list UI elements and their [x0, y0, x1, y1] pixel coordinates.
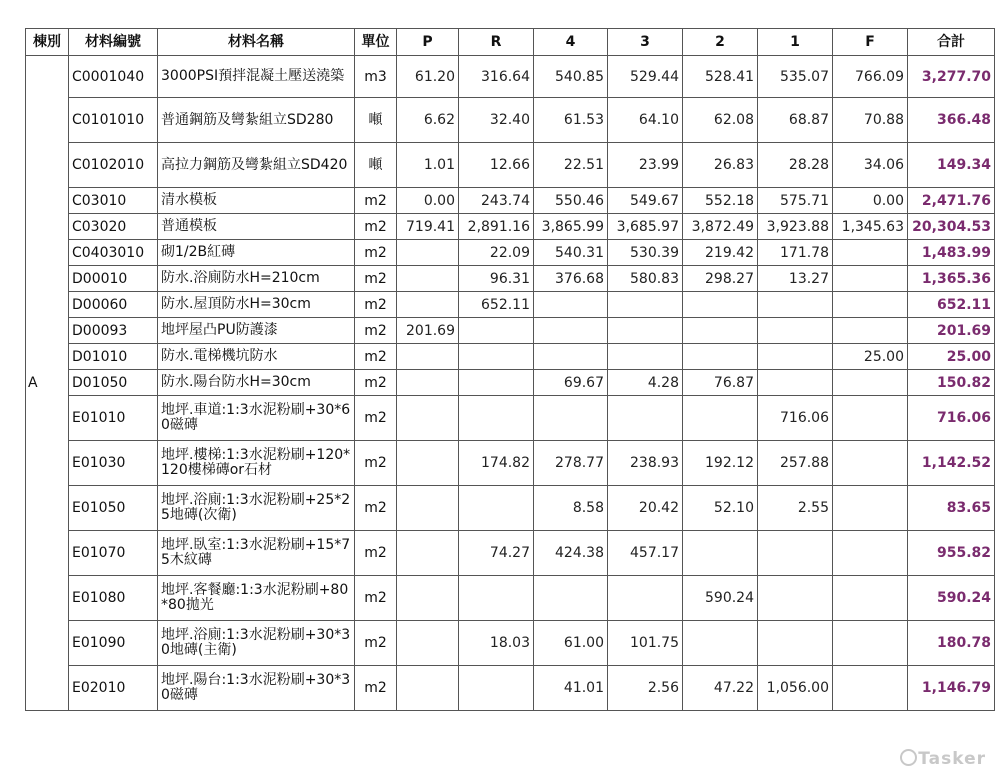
table-row [26, 370, 995, 396]
qty-2: 528.41 [683, 56, 758, 98]
qty-1: 1,056.00 [758, 666, 833, 711]
qty-3: 64.10 [608, 98, 683, 143]
unit: m2 [355, 576, 397, 621]
material-code: E02010 [69, 666, 158, 711]
material-name: 地坪.客餐廳:1:3水泥粉刷+80*80拋光 [158, 576, 355, 621]
qty-1: 257.88 [758, 441, 833, 486]
qty-1: 68.87 [758, 98, 833, 143]
unit: m2 [355, 531, 397, 576]
qty-1: 171.78 [758, 240, 833, 266]
qty-r [459, 486, 534, 531]
qty-2 [683, 531, 758, 576]
material-name: 地坪.陽台:1:3水泥粉刷+30*30磁磚 [158, 666, 355, 711]
qty-1 [758, 292, 833, 318]
material-name: 地坪屋凸PU防護漆 [158, 318, 355, 344]
qty-4: 61.53 [534, 98, 608, 143]
qty-p [397, 576, 459, 621]
qty-2: 590.24 [683, 576, 758, 621]
qty-4 [534, 318, 608, 344]
header-floor-4: 4 [534, 29, 608, 56]
qty-p [397, 531, 459, 576]
row-total: 366.48 [908, 98, 995, 143]
qty-r [459, 318, 534, 344]
qty-2: 47.22 [683, 666, 758, 711]
qty-1 [758, 531, 833, 576]
qty-3 [608, 344, 683, 370]
material-code: D00010 [69, 266, 158, 292]
qty-3: 101.75 [608, 621, 683, 666]
qty-f [833, 240, 908, 266]
row-total: 83.65 [908, 486, 995, 531]
qty-3: 457.17 [608, 531, 683, 576]
table-body [26, 56, 995, 711]
unit: m2 [355, 188, 397, 214]
table-row [26, 98, 995, 143]
qty-4: 278.77 [534, 441, 608, 486]
material-code: E01070 [69, 531, 158, 576]
qty-p [397, 396, 459, 441]
table-row [26, 396, 995, 441]
qty-r: 316.64 [459, 56, 534, 98]
qty-f [833, 621, 908, 666]
qty-3 [608, 396, 683, 441]
qty-3: 530.39 [608, 240, 683, 266]
material-code: D00093 [69, 318, 158, 344]
qty-f [833, 441, 908, 486]
qty-r: 22.09 [459, 240, 534, 266]
unit: m2 [355, 266, 397, 292]
qty-p [397, 621, 459, 666]
qty-3 [608, 292, 683, 318]
qty-f [833, 576, 908, 621]
header-material-name: 材料名稱 [158, 29, 355, 56]
header-total: 合計 [908, 29, 995, 56]
qty-1: 2.55 [758, 486, 833, 531]
unit: m2 [355, 441, 397, 486]
header-floor-1: 1 [758, 29, 833, 56]
qty-1: 28.28 [758, 143, 833, 188]
qty-4: 61.00 [534, 621, 608, 666]
qty-1 [758, 370, 833, 396]
unit: 噸 [355, 98, 397, 143]
qty-r [459, 370, 534, 396]
material-code: C0001040 [69, 56, 158, 98]
row-total: 149.34 [908, 143, 995, 188]
material-code: C0403010 [69, 240, 158, 266]
table-row [26, 56, 995, 98]
qty-1: 716.06 [758, 396, 833, 441]
qty-p [397, 266, 459, 292]
row-total: 201.69 [908, 318, 995, 344]
qty-p [397, 486, 459, 531]
row-total: 25.00 [908, 344, 995, 370]
qty-1: 3,923.88 [758, 214, 833, 240]
material-quantity-table [25, 28, 995, 711]
table-row [26, 441, 995, 486]
qty-r: 243.74 [459, 188, 534, 214]
qty-2 [683, 621, 758, 666]
table-row [26, 666, 995, 711]
table-row [26, 576, 995, 621]
row-total: 180.78 [908, 621, 995, 666]
qty-3: 23.99 [608, 143, 683, 188]
material-code: D00060 [69, 292, 158, 318]
qty-p [397, 240, 459, 266]
qty-r: 652.11 [459, 292, 534, 318]
material-name: 普通模板 [158, 214, 355, 240]
qty-f [833, 318, 908, 344]
qty-2: 76.87 [683, 370, 758, 396]
qty-f: 0.00 [833, 188, 908, 214]
material-name: 防水.陽台防水H=30cm [158, 370, 355, 396]
header-floor-f: F [833, 29, 908, 56]
material-name: 防水.電梯機坑防水 [158, 344, 355, 370]
unit: m2 [355, 344, 397, 370]
material-name: 清水模板 [158, 188, 355, 214]
table-row [26, 188, 995, 214]
qty-r [459, 396, 534, 441]
header-building: 棟別 [26, 29, 69, 56]
material-name: 3000PSI預拌混凝土壓送澆築 [158, 56, 355, 98]
row-total: 1,142.52 [908, 441, 995, 486]
qty-4: 69.67 [534, 370, 608, 396]
qty-4 [534, 396, 608, 441]
row-total: 652.11 [908, 292, 995, 318]
qty-3: 2.56 [608, 666, 683, 711]
qty-r: 12.66 [459, 143, 534, 188]
qty-2: 3,872.49 [683, 214, 758, 240]
qty-f [833, 292, 908, 318]
unit: m2 [355, 292, 397, 318]
qty-4: 3,865.99 [534, 214, 608, 240]
material-name: 防水.浴廁防水H=210cm [158, 266, 355, 292]
material-code: C03010 [69, 188, 158, 214]
row-total: 2,471.76 [908, 188, 995, 214]
row-total: 590.24 [908, 576, 995, 621]
building-category: A [26, 56, 69, 711]
material-code: E01030 [69, 441, 158, 486]
material-name: 砌1/2B紅磚 [158, 240, 355, 266]
qty-4: 8.58 [534, 486, 608, 531]
qty-1 [758, 576, 833, 621]
qty-f: 34.06 [833, 143, 908, 188]
qty-2 [683, 318, 758, 344]
material-name: 地坪.浴廁:1:3水泥粉刷+25*25地磚(次衛) [158, 486, 355, 531]
qty-p [397, 292, 459, 318]
material-code: E01010 [69, 396, 158, 441]
qty-f: 1,345.63 [833, 214, 908, 240]
qty-4: 376.68 [534, 266, 608, 292]
qty-4: 540.31 [534, 240, 608, 266]
header-material-code: 材料編號 [69, 29, 158, 56]
qty-2: 62.08 [683, 98, 758, 143]
header-row [26, 29, 995, 56]
material-code: C0101010 [69, 98, 158, 143]
table-row [26, 240, 995, 266]
header-unit: 單位 [355, 29, 397, 56]
qty-r: 174.82 [459, 441, 534, 486]
row-total: 1,365.36 [908, 266, 995, 292]
qty-4: 41.01 [534, 666, 608, 711]
qty-3: 20.42 [608, 486, 683, 531]
table-row [26, 621, 995, 666]
table-row [26, 531, 995, 576]
qty-3: 549.67 [608, 188, 683, 214]
row-total: 20,304.53 [908, 214, 995, 240]
unit: m2 [355, 666, 397, 711]
material-name: 防水.屋頂防水H=30cm [158, 292, 355, 318]
qty-2 [683, 396, 758, 441]
unit: m2 [355, 486, 397, 531]
qty-f: 766.09 [833, 56, 908, 98]
qty-1 [758, 621, 833, 666]
qty-1 [758, 344, 833, 370]
qty-3: 580.83 [608, 266, 683, 292]
qty-4: 22.51 [534, 143, 608, 188]
qty-p: 6.62 [397, 98, 459, 143]
qty-p [397, 666, 459, 711]
qty-4 [534, 292, 608, 318]
table-row [26, 214, 995, 240]
qty-f [833, 266, 908, 292]
material-code: C03020 [69, 214, 158, 240]
row-total: 1,483.99 [908, 240, 995, 266]
material-code: C0102010 [69, 143, 158, 188]
qty-f [833, 666, 908, 711]
material-code: E01050 [69, 486, 158, 531]
qty-f [833, 531, 908, 576]
qty-4: 424.38 [534, 531, 608, 576]
table-row [26, 486, 995, 531]
qty-2: 26.83 [683, 143, 758, 188]
qty-p [397, 441, 459, 486]
qty-4 [534, 344, 608, 370]
qty-1: 13.27 [758, 266, 833, 292]
row-total: 150.82 [908, 370, 995, 396]
unit: 噸 [355, 143, 397, 188]
qty-2: 52.10 [683, 486, 758, 531]
material-name: 地坪.樓梯:1:3水泥粉刷+120*120樓梯磚or石材 [158, 441, 355, 486]
qty-3: 529.44 [608, 56, 683, 98]
header-floor-r: R [459, 29, 534, 56]
qty-p: 201.69 [397, 318, 459, 344]
table-row [26, 318, 995, 344]
material-code: D01010 [69, 344, 158, 370]
qty-p: 1.01 [397, 143, 459, 188]
material-name: 地坪.浴廁:1:3水泥粉刷+30*30地磚(主衛) [158, 621, 355, 666]
qty-3: 4.28 [608, 370, 683, 396]
qty-r: 32.40 [459, 98, 534, 143]
material-code: E01090 [69, 621, 158, 666]
material-name: 地坪.車道:1:3水泥粉刷+30*60磁磚 [158, 396, 355, 441]
qty-r: 96.31 [459, 266, 534, 292]
qty-r [459, 666, 534, 711]
qty-r: 18.03 [459, 621, 534, 666]
qty-3: 3,685.97 [608, 214, 683, 240]
unit: m2 [355, 214, 397, 240]
table-row [26, 266, 995, 292]
qty-f [833, 370, 908, 396]
unit: m2 [355, 396, 397, 441]
watermark-text: Tasker [918, 749, 986, 769]
qty-1 [758, 318, 833, 344]
qty-3: 238.93 [608, 441, 683, 486]
unit: m3 [355, 56, 397, 98]
header-floor-2: 2 [683, 29, 758, 56]
qty-p: 61.20 [397, 56, 459, 98]
qty-4: 550.46 [534, 188, 608, 214]
qty-4: 540.85 [534, 56, 608, 98]
qty-2: 219.42 [683, 240, 758, 266]
qty-2 [683, 344, 758, 370]
qty-2: 298.27 [683, 266, 758, 292]
qty-f [833, 396, 908, 441]
material-name: 高拉力鋼筋及彎紮組立SD420 [158, 143, 355, 188]
qty-f [833, 486, 908, 531]
row-total: 3,277.70 [908, 56, 995, 98]
tasker-logo-icon [900, 749, 917, 766]
material-name: 普通鋼筋及彎紮組立SD280 [158, 98, 355, 143]
material-code: E01080 [69, 576, 158, 621]
qty-2: 192.12 [683, 441, 758, 486]
qty-p [397, 370, 459, 396]
qty-2: 552.18 [683, 188, 758, 214]
qty-r: 74.27 [459, 531, 534, 576]
qty-1: 535.07 [758, 56, 833, 98]
unit: m2 [355, 621, 397, 666]
table-row [26, 344, 995, 370]
qty-2 [683, 292, 758, 318]
row-total: 716.06 [908, 396, 995, 441]
unit: m2 [355, 318, 397, 344]
row-total: 955.82 [908, 531, 995, 576]
tasker-watermark [900, 749, 986, 769]
unit: m2 [355, 240, 397, 266]
table-row [26, 292, 995, 318]
qty-3 [608, 576, 683, 621]
qty-f: 25.00 [833, 344, 908, 370]
header-floor-3: 3 [608, 29, 683, 56]
qty-p [397, 344, 459, 370]
qty-1: 575.71 [758, 188, 833, 214]
unit: m2 [355, 370, 397, 396]
qty-p: 0.00 [397, 188, 459, 214]
qty-4 [534, 576, 608, 621]
qty-r: 2,891.16 [459, 214, 534, 240]
qty-f: 70.88 [833, 98, 908, 143]
table-row [26, 143, 995, 188]
qty-p: 719.41 [397, 214, 459, 240]
qty-3 [608, 318, 683, 344]
header-floor-p: P [397, 29, 459, 56]
qty-r [459, 576, 534, 621]
material-name: 地坪.臥室:1:3水泥粉刷+15*75木紋磚 [158, 531, 355, 576]
row-total: 1,146.79 [908, 666, 995, 711]
material-code: D01050 [69, 370, 158, 396]
qty-r [459, 344, 534, 370]
